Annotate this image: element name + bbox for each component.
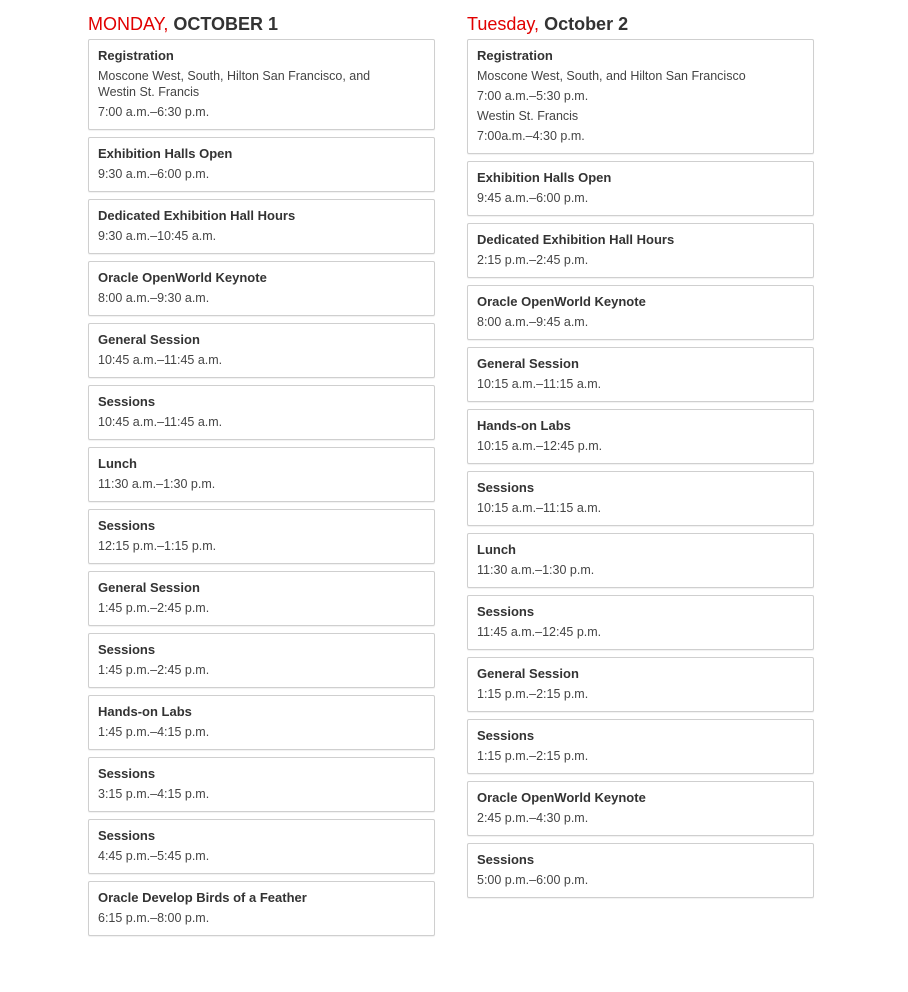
event-detail: 11:30 a.m.–1:30 p.m. xyxy=(98,477,216,491)
event-detail: 12:15 p.m.–1:15 p.m. xyxy=(98,539,217,553)
day-header xyxy=(467,12,814,38)
event-title: Sessions xyxy=(477,852,535,867)
event-card xyxy=(88,447,435,502)
event-card xyxy=(88,261,435,316)
event-detail: Westin St. Francis xyxy=(98,85,200,99)
event-title: Sessions xyxy=(98,518,156,533)
event-card xyxy=(467,39,814,154)
day-weekday: MONDAY, xyxy=(88,14,169,34)
event-card xyxy=(467,657,814,712)
day-weekday: Tuesday, xyxy=(467,14,540,34)
event-detail: 10:15 a.m.–12:45 p.m. xyxy=(477,439,603,453)
event-title: Oracle OpenWorld Keynote xyxy=(477,790,646,805)
event-detail: 1:45 p.m.–2:45 p.m. xyxy=(98,601,210,615)
event-detail: 1:45 p.m.–4:15 p.m. xyxy=(98,725,210,739)
event-detail: 10:45 a.m.–11:45 a.m. xyxy=(98,353,223,367)
event-card xyxy=(88,385,435,440)
event-title: Hands-on Labs xyxy=(98,704,192,719)
event-detail: 9:30 a.m.–10:45 a.m. xyxy=(98,229,217,243)
event-card xyxy=(88,323,435,378)
day-date: October 2 xyxy=(544,14,629,34)
event-card xyxy=(467,781,814,836)
event-title: Sessions xyxy=(477,604,535,619)
event-title: Dedicated Exhibition Hall Hours xyxy=(98,208,296,223)
event-detail: 1:45 p.m.–2:45 p.m. xyxy=(98,663,210,677)
event-list xyxy=(467,39,814,898)
day-column-monday xyxy=(88,12,435,943)
event-title: Oracle OpenWorld Keynote xyxy=(98,270,267,285)
event-title: Lunch xyxy=(98,456,137,471)
event-card xyxy=(467,719,814,774)
event-card xyxy=(467,347,814,402)
event-title: Dedicated Exhibition Hall Hours xyxy=(477,232,675,247)
event-detail: 7:00 a.m.–5:30 p.m. xyxy=(477,89,589,103)
event-detail: 11:30 a.m.–1:30 p.m. xyxy=(477,563,595,577)
day-column-tuesday xyxy=(467,12,814,905)
event-title: Registration xyxy=(477,48,553,63)
event-card xyxy=(467,409,814,464)
event-title: Oracle Develop Birds of a Feather xyxy=(98,890,307,905)
event-title: Sessions xyxy=(98,766,156,781)
event-detail: 7:00a.m.–4:30 p.m. xyxy=(477,129,585,143)
event-title: General Session xyxy=(98,332,200,347)
event-card xyxy=(88,571,435,626)
event-card xyxy=(88,757,435,812)
event-detail: Moscone West, South, Hilton San Francisco, and xyxy=(98,69,371,83)
event-detail: 1:15 p.m.–2:15 p.m. xyxy=(477,687,589,701)
day-date: OCTOBER 1 xyxy=(173,14,279,34)
event-title: Oracle OpenWorld Keynote xyxy=(477,294,646,309)
event-title: Sessions xyxy=(477,728,535,743)
event-card xyxy=(88,881,435,936)
event-card xyxy=(88,819,435,874)
event-detail: 4:45 p.m.–5:45 p.m. xyxy=(98,849,210,863)
event-title: Sessions xyxy=(98,394,156,409)
event-detail: 7:00 a.m.–6:30 p.m. xyxy=(98,105,210,119)
event-title: Exhibition Halls Open xyxy=(477,170,612,185)
event-card xyxy=(467,161,814,216)
event-title: Registration xyxy=(98,48,174,63)
event-detail: 6:15 p.m.–8:00 p.m. xyxy=(98,911,210,925)
event-card xyxy=(88,199,435,254)
event-card xyxy=(467,471,814,526)
event-card xyxy=(467,223,814,278)
event-card xyxy=(467,285,814,340)
event-title: Sessions xyxy=(477,480,535,495)
event-title: Exhibition Halls Open xyxy=(98,146,233,161)
event-card xyxy=(88,39,435,130)
event-detail: 9:45 a.m.–6:00 p.m. xyxy=(477,191,589,205)
event-title: General Session xyxy=(477,666,579,681)
event-title: Sessions xyxy=(98,642,156,657)
event-card xyxy=(88,509,435,564)
event-detail: 2:15 p.m.–2:45 p.m. xyxy=(477,253,589,267)
event-title: General Session xyxy=(477,356,579,371)
event-detail: Westin St. Francis xyxy=(477,109,579,123)
event-detail: 9:30 a.m.–6:00 p.m. xyxy=(98,167,210,181)
event-detail: Moscone West, South, and Hilton San Francisco xyxy=(477,69,746,83)
event-detail: 11:45 a.m.–12:45 p.m. xyxy=(477,625,602,639)
event-detail: 8:00 a.m.–9:45 a.m. xyxy=(477,315,589,329)
event-detail: 1:15 p.m.–2:15 p.m. xyxy=(477,749,589,763)
event-detail: 10:15 a.m.–11:15 a.m. xyxy=(477,377,602,391)
event-card xyxy=(88,695,435,750)
event-card xyxy=(467,533,814,588)
event-detail: 2:45 p.m.–4:30 p.m. xyxy=(477,811,589,825)
event-detail: 10:15 a.m.–11:15 a.m. xyxy=(477,501,602,515)
day-header xyxy=(88,12,435,38)
event-list xyxy=(88,39,435,936)
event-detail: 3:15 p.m.–4:15 p.m. xyxy=(98,787,210,801)
event-detail: 10:45 a.m.–11:45 a.m. xyxy=(98,415,223,429)
event-detail: 5:00 p.m.–6:00 p.m. xyxy=(477,873,589,887)
event-title: Sessions xyxy=(98,828,156,843)
event-detail: 8:00 a.m.–9:30 a.m. xyxy=(98,291,210,305)
event-card xyxy=(467,843,814,898)
event-card xyxy=(467,595,814,650)
event-title: Hands-on Labs xyxy=(477,418,571,433)
event-title: General Session xyxy=(98,580,200,595)
event-card xyxy=(88,633,435,688)
event-title: Lunch xyxy=(477,542,516,557)
event-card xyxy=(88,137,435,192)
